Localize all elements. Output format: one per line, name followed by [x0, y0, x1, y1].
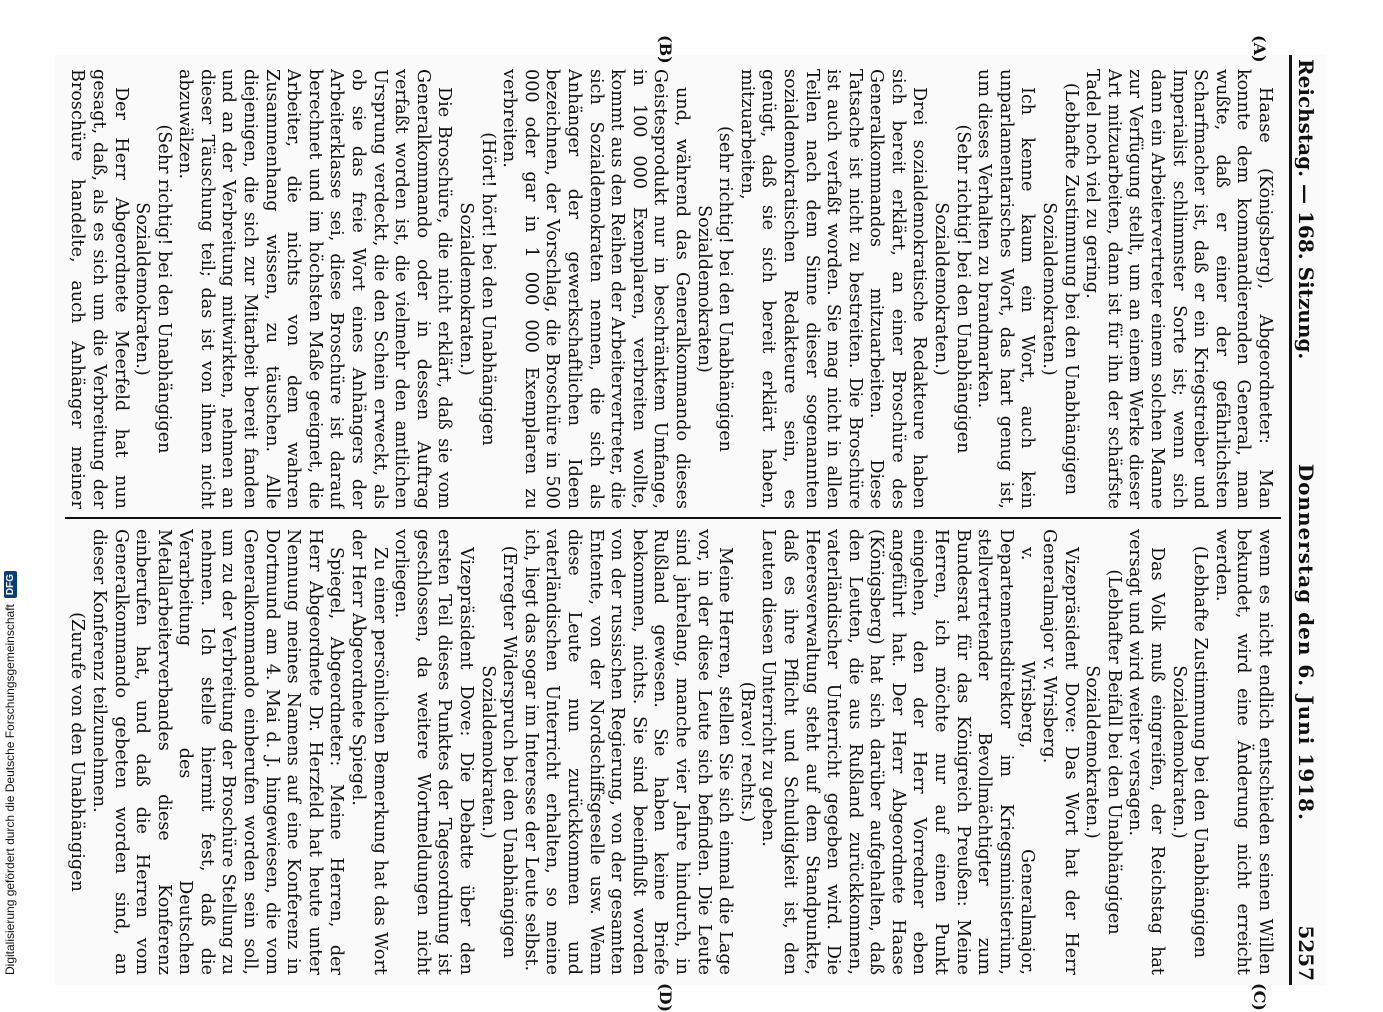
interjection-paragraph: (Zurufe von den Unabhängigen [67, 612, 88, 892]
speech-paragraph: Die Broschüre, die nicht erklärt, daß sie vom Generalkommando oder in dessen Auftrag verfaßt worden ist, die vielmehr den amtlichen Ursprung verdeckt, die den Schein erweckt, als ob sie das freie Wort eines Anhängers der Arbeiterklasse sei, diese Broschüre ist darauf berechnet und im höchsten Maße geeignet, die Arbeiter, die nichts von dem wahren Zusammenhang wissen, zu täuschen. Alle diejenigen, die sich zur Mitarbeit bereit fanden und an der Verbreitung mitwirkten, nehmen an dieser Täuschung teil; das ist von ihnen nicht abzuwälzen. [175, 69, 455, 509]
speech-paragraph: Haase (Königsberg), Abgeordneter: Man konnte dem kommandierenden General, man wußte, daß er einer der gefährlichsten Scharfmacher ist, daß er ein Kriegstreiber und Imperialist schlimmster Sorte ist; wenn sich dann ein Arbeitervertreter einem solchen Manne zur Verfügung stellt, um an einem Werke dieser Art mitzuarbeiten, dann ist für ihn der schärfste Tadel noch viel zu gering. [1082, 69, 1275, 509]
speech-paragraph: Ich kenne kaum ein Wort, auch kein unparlamentarisches Wort, das hart genug ist, um dieses Verhalten zu brandmarken. [974, 69, 1038, 509]
header-session: Reichstag. — 168. Sitzung. [1294, 59, 1318, 360]
speech-paragraph: Meine Herren, stellen Sie sich einmal die Lage vor, in der diese Leute sich befinden. Die Leute sind jahrelang, manche vier Jahre hindurch, in Rußland gewesen. Sie haben keine Briefe bekommen, nichts. Sie sind beeinflußt worden von der russischen Regierung, von der gesamten Entente, von der Nordschiffsgeselle usw. Wenn diese Leute nun zurückkommen und vaterländischen Unterricht erhalten, so meine ich, liegt das sogar im Interesse der Leute selbst. [520, 529, 736, 975]
speech-paragraph: Der Herr Abgeordnete Meerfeld hat nun gesagt, daß, als es sich um die Verbreitung der Broschüre handelte, auch Anhänger meiner [67, 69, 131, 509]
interjection-paragraph: (Hört! hört! bei den Unabhängigen Sozialdemokraten.) [456, 132, 498, 446]
speech-paragraph: Das Volk muß eingreifen, der Reichstag hat versagt und wird weiter versagen. [1125, 529, 1168, 975]
speech-paragraph: Drei sozialdemokratische Redakteure haben sich bereit erklärt, an einer Broschüre des Generalkommandos mitzuarbeiten. Diese Tatsache ist nicht zu bestreiten. Die Broschüre ist auch verfaßt worden. Sie mag nicht in allen Teilen nach dem Sinne dieser sogenannten sozialdemokratischen Redakteure sein, es genügt, daß sie sich bereit erklärt haben, mitzuarbeiten, [736, 69, 930, 509]
speech-paragraph: wenn es nicht endlich entschieden seinen Willen bekundet, wird eine Änderung nicht erreicht werden. [1211, 529, 1275, 975]
interjection-paragraph: (Lebhafter Beifall bei den Unabhängigen Sozialdemokraten.) [1082, 569, 1124, 935]
interjection-paragraph: (Lebhafte Zustimmung bei den Unabhängigen Sozialdemokraten.) [1039, 82, 1081, 496]
interjection-paragraph: (Sehr richtig! bei den Unabhängigen Sozialdemokraten.) [132, 124, 174, 454]
interjection-paragraph: (Bravo! rechts.) [736, 681, 757, 823]
interjection-paragraph: (sehr richtig! bei den Unabhängigen Sozialdemokraten) [693, 126, 736, 452]
margin-marker-c: (C) [1250, 983, 1269, 1011]
interjection-paragraph: (Sehr richtig! bei den Unabhängigen Sozialdemokraten.) [931, 124, 973, 454]
header-page-number: 5257 [1294, 925, 1318, 981]
margin-marker-a: (A) [1250, 35, 1269, 63]
margin-marker-b: (B) [656, 35, 675, 64]
interjection-paragraph: (Erregter Widerspruch bei den Unabhängigen Sozialdemokraten.) [477, 545, 520, 959]
speech-paragraph: Zu einer persönlichen Bemerkung hat das Wort der Herr Abgeordnete Spiegel. [348, 529, 390, 975]
speech-paragraph: Spiegel, Abgeordneter: Meine Herren, der Herr Abgeordnete Dr. Herzfeld hat heute unter Nennung meines Namens auf eine Konferenz in Dortmund am 4. Mai d. J. hingewiesen, die vom Generalkommando einberufen worden sein soll, um zu der Verbreitung der Broschüre Stellung zu nehmen. Ich stelle hiermit fest, daß die Verarbeitung des Deutschen Metallarbeiterverbandes diese Konferenz einberufen hat, und daß die Herren vom Generalkommando gebeten worden sind, an dieser Konferenz teilzunehmen. [88, 529, 347, 975]
digitization-credit [0, 0, 20, 975]
rotated-newspaper-page [55, 35, 1325, 1012]
speech-paragraph: v. Wrisberg, Generalmajor, Departementsdirektor im Kriegsministerium, stellvertretender Bevollmächtigter zum Bundesrat für das Königreich Preußen: Meine Herren, ich möchte nur auf einen Punkt eingehen, den der Herr Vorredner eben angeführt hat. Der Herr Abgeordnete Haase (Königsberg) hat sich darüber aufgehalten, daß den Leuten, die aus Rußland zurückkommen, vaterländischer Unterricht gegeben wird. Die Heeresverwaltung steht auf dem Standpunkte, daß es ihre Pflicht und Schuldigkeit ist, den Leuten diesen Unterricht zu geben. [758, 529, 1038, 975]
column-divider [65, 517, 1281, 519]
margin-marker-d: (D) [656, 983, 675, 1012]
header-date: Donnerstag den 6. Juni 1918. [1294, 463, 1318, 821]
speech-paragraph: Vizepräsident Dove: Die Debatte über den ersten Teil dieses Punktes der Tagesordnung ist geschlossen, da weitere Wortmeldungen nicht vorliegen. [391, 529, 477, 975]
right-text-column [65, 529, 1275, 975]
page-header [1289, 55, 1325, 985]
left-text-column [65, 69, 1275, 509]
dfg-logo: DFG [4, 571, 17, 598]
credit-text: Digitalisierung gefördert durch die Deutsche Forschungsgemeinschaft [3, 604, 17, 975]
speech-paragraph: und, während das Generalkommando dieses Geistesprodukt nur in beschränktem Umfange, in 100 000 Exemplaren, verbreiten wollte, kommt aus den Reihen der Arbeitervertreter, die sich Sozialdemokraten nennen, die sich als Anhänger der gewerkschaftlichen Ideen bezeichnen, der Vorschlag, die Broschüre in 500 000 oder gar in 1 000 000 Exemplaren zu verbreiten. [499, 69, 692, 509]
speech-paragraph: Vizepräsident Dove: Das Wort hat der Herr Generalmajor v. Wrisberg. [1039, 529, 1081, 975]
interjection-paragraph: (Lebhafte Zustimmung bei den Unabhängigen Sozialdemokraten.) [1168, 545, 1211, 959]
